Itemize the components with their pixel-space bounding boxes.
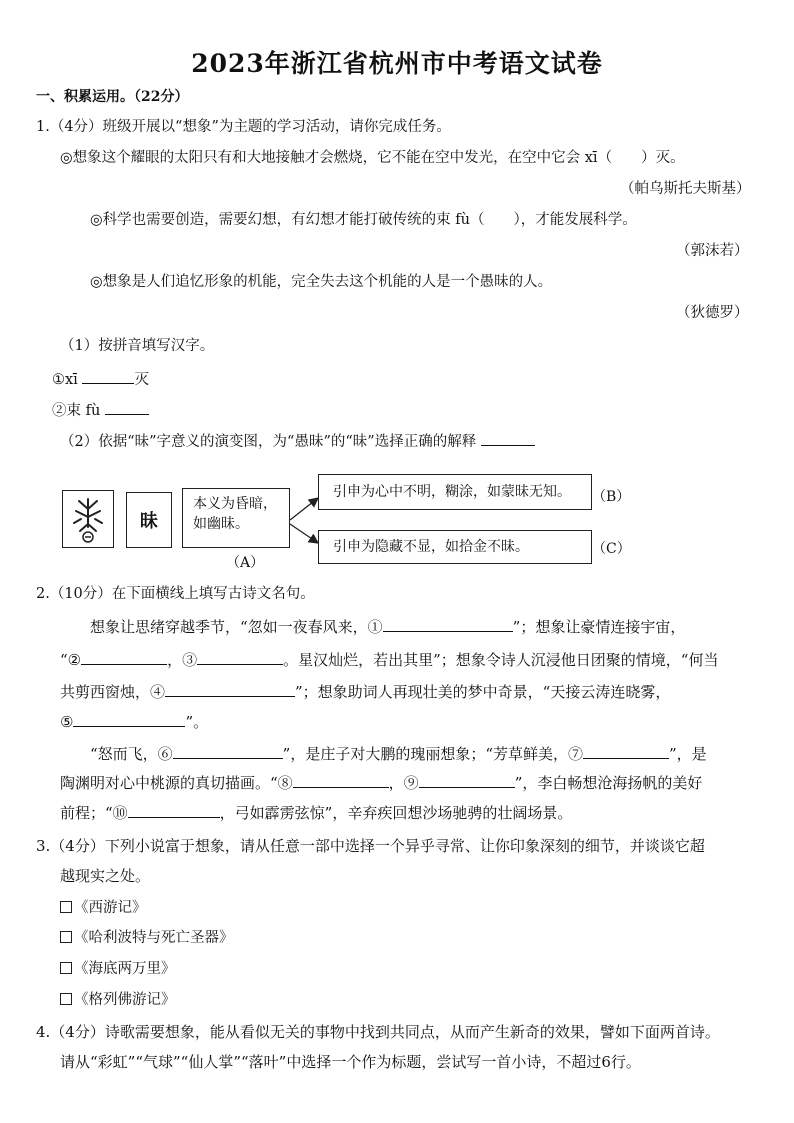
q2-text: 前程；“⑩ xyxy=(60,804,128,822)
q2-text: ”。 xyxy=(185,713,209,731)
q2-text: “怒而飞，⑥ xyxy=(90,745,173,763)
q2-line-7 xyxy=(60,802,572,823)
answer-blank-q2-5[interactable] xyxy=(73,711,185,727)
q1-quote-1: ◎想象这个耀眼的太阳只有和大地接触才会燃烧，它不能在空中发光，在空中它会 xī（ ）灭。 xyxy=(60,150,685,166)
q3-option-label: 《西游记》 xyxy=(74,900,147,916)
q1-sub-1a xyxy=(52,368,149,390)
answer-blank-1b[interactable] xyxy=(105,399,149,415)
q1-author-3: （狄德罗） xyxy=(676,305,749,321)
q1-sub-1b-prefix: ②束 fù xyxy=(52,403,105,419)
q1-quote-3: ◎想象是人们追忆形象的机能，完全失去这个机能的人是一个愚昧的人。 xyxy=(90,274,553,290)
box-a-line-1: 本义为昏暗， xyxy=(193,496,277,512)
answer-blank-q2-3[interactable] xyxy=(197,649,283,665)
q2-text: 。星汉灿烂，若出其里”；想象令诗人沉浸他日团聚的情境，“何当 xyxy=(283,651,719,669)
q3-stem-line-2: 越现实之处。 xyxy=(60,867,151,885)
diagram-box-c: 引申为隐藏不显，如拾金不昧。 xyxy=(318,530,592,564)
q3-stem-line-1: 3.（4分）下列小说富于想象，请从任意一部中选择一个异乎寻常、让你印象深刻的细节，并谈谈它超 xyxy=(36,837,705,855)
q2-line-6 xyxy=(60,772,702,793)
section-heading: 一、积累运用。（22分） xyxy=(36,89,189,105)
checkbox-icon[interactable] xyxy=(60,901,72,913)
q1-author-2: （郭沫若） xyxy=(676,243,749,259)
q3-option-1[interactable] xyxy=(60,898,147,918)
q2-text: ⑤ xyxy=(60,713,74,731)
q2-line-4 xyxy=(60,711,208,732)
q2-text: ”，是庄子对大鹏的瑰丽想象；“芳草鲜美，⑦ xyxy=(282,745,584,763)
q2-text: ”；想象让豪情连接宇宙， xyxy=(512,618,686,636)
answer-blank-2[interactable] xyxy=(481,430,535,446)
diagram-box-b: 引申为心中不明，糊涂，如蒙昧无知。 xyxy=(318,474,592,510)
q1-stem: 1.（4分）班级开展以“想象”为主题的学习活动，请你完成任务。 xyxy=(36,119,451,135)
oracle-glyph-icon xyxy=(63,491,113,547)
q2-text: ”，是 xyxy=(669,745,707,763)
oracle-glyph-image xyxy=(62,490,114,548)
q1-sub-1: （1）按拼音填写汉字。 xyxy=(60,338,215,354)
q1-sub-1a-suffix: 灭 xyxy=(134,372,149,388)
q3-option-3[interactable] xyxy=(60,959,176,979)
q1-sub-1b xyxy=(52,399,149,421)
checkbox-icon[interactable] xyxy=(60,993,72,1005)
q1-author-1: （帕乌斯托夫斯基） xyxy=(620,181,751,197)
q3-option-4[interactable] xyxy=(60,990,176,1010)
diagram-label-b: （B） xyxy=(592,489,631,505)
diagram-label-c: （C） xyxy=(592,541,631,557)
q2-text: ”，李白畅想沧海扬帆的美好 xyxy=(514,774,703,792)
answer-blank-q2-4[interactable] xyxy=(165,681,295,697)
q2-line-5 xyxy=(90,743,707,764)
answer-blank-q2-9[interactable] xyxy=(419,772,515,788)
q2-text: 想象让思绪穿越季节，“忽如一夜春风来，① xyxy=(90,618,383,636)
q2-text: 共剪西窗烛，④ xyxy=(60,683,166,701)
q1-quote-2: ◎科学也需要创造，需要幻想，有幻想才能打破传统的束 fù（ ），才能发展科学。 xyxy=(90,212,637,228)
answer-blank-q2-1[interactable] xyxy=(383,616,513,632)
q4-stem-line-1: 4.（4分）诗歌需要想象，能从看似无关的事物中找到共同点，从而产生新奇的效果，譬如下面两首诗。 xyxy=(36,1023,720,1041)
q2-line-2 xyxy=(60,649,718,670)
answer-blank-1a[interactable] xyxy=(82,368,134,384)
q2-line-3 xyxy=(60,681,670,702)
q2-stem: 2.（10分）在下面横线上填写古诗文名句。 xyxy=(36,586,315,602)
answer-blank-q2-8[interactable] xyxy=(293,772,389,788)
answer-blank-q2-7[interactable] xyxy=(583,743,669,759)
q2-text: ，⑨ xyxy=(388,774,419,792)
q1-sub-1a-prefix: ①xī xyxy=(52,372,83,388)
q2-text: “② xyxy=(60,651,82,669)
diagram-label-a: （A） xyxy=(226,555,265,571)
q2-text: ，弓如霹雳弦惊”，辛弃疾回想沙场驰骋的壮阔场景。 xyxy=(219,804,573,822)
q2-text: ，③ xyxy=(167,651,198,669)
q3-option-label: 《哈利波特与死亡圣器》 xyxy=(74,930,234,946)
page-title: 2023年浙江省杭州市中考语文试卷 xyxy=(191,49,603,78)
q3-option-label: 《海底两万里》 xyxy=(74,961,176,977)
q2-text: 陶渊明对心中桃源的真切描画。“⑧ xyxy=(60,774,293,792)
answer-blank-q2-10[interactable] xyxy=(128,802,220,818)
checkbox-icon[interactable] xyxy=(60,962,72,974)
checkbox-icon[interactable] xyxy=(60,931,72,943)
q3-option-2[interactable] xyxy=(60,928,234,948)
answer-blank-q2-2[interactable] xyxy=(81,649,167,665)
character-box: 昧 xyxy=(126,492,172,548)
q1-sub-2-text: （2）依据“昧”字意义的演变图，为“愚昧”的“昧”选择正确的解释 xyxy=(60,434,481,450)
q2-line-1 xyxy=(90,616,685,637)
q1-sub-2 xyxy=(60,430,535,452)
q2-text: ”；想象助词人再现壮美的梦中奇景，“天接云涛连晓雾， xyxy=(295,683,671,701)
answer-blank-q2-6[interactable] xyxy=(173,743,283,759)
diagram-box-a xyxy=(182,488,290,548)
box-a-line-2: 如幽昧。 xyxy=(193,516,249,532)
q3-option-label: 《格列佛游记》 xyxy=(74,992,176,1008)
q4-stem-line-2: 请从“彩虹”“气球”“仙人掌”“落叶”中选择一个作为标题，尝试写一首小诗，不超过6行。 xyxy=(60,1053,641,1071)
